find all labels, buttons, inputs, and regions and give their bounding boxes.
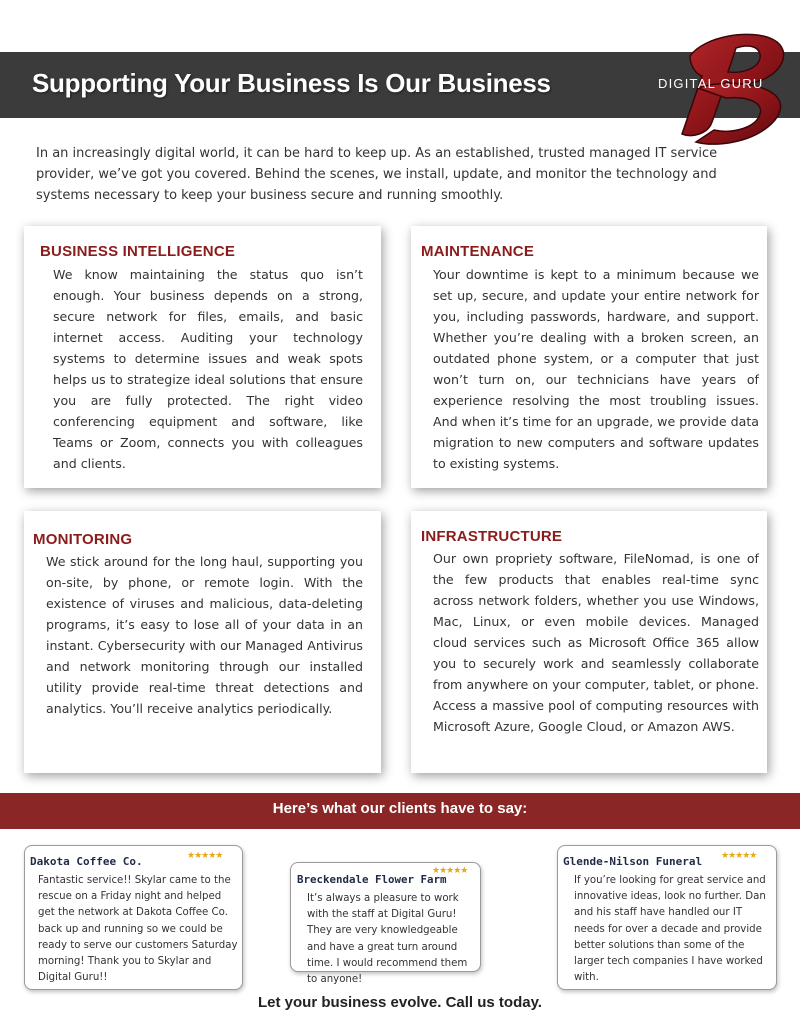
testimonials-heading: Here’s what our clients have to say: (272, 800, 528, 817)
infrastructure-title: INFRASTRUCTURE (421, 528, 563, 545)
review-text-glende: If you’re looking for great service and innovative ideas, look no further. Dan and his staff have handled our IT needs for over a decade and provide better solutions than some of the larger tech companies I have worked with. (574, 875, 766, 984)
review-name-breckendale: Breckendale Flower Farm (297, 873, 447, 886)
maintenance-body: Your downtime is kept to a minimum because we set up, secure, and update your entire network for you, including passwords, hardware, and support. Whether you’re dealing with a broken screen, an outdated phone system, or a computer that just won’t turn on, our technicians have years of experience resolving the most troubling issues. And when it’s time for an upgrade, we provide data migration to new computers and software updates to existing systems. (433, 267, 759, 471)
monitoring-title: MONITORING (33, 531, 133, 548)
footer-call-to-action: Let your business evolve. Call us today. (258, 994, 542, 1011)
review-text-dakota: Fantastic service!! Skylar came to the rescue on a Friday night and helped get the network at Dakota Coffee Co. back up and running so we could be ready to serve our customers Saturday morning! Thank you to Skylar and Digital Guru!! (38, 875, 238, 984)
infrastructure-body: Our own propriety software, FileNomad, is one of the few products that enables real-time sync across network folders, whether you use Windows, Mac, Linux, or even mobile devices. Managed cloud services such as Microsoft Office 365 allow you to securely work and seamlessly collaborate from anywhere on your computer, tablet, or phone. Access a massive pool of computing resources with Microsoft Azure, Google Cloud, or Amazon AWS. (433, 551, 759, 734)
monitoring-body: We stick around for the long haul, supporting you on-site, by phone, or remote login. With the existence of viruses and malicious, data-deleting programs, it’s easy to lose all of your data in an instant. Cybersecurity with our Managed Antivirus and network monitoring through our installed utility provide real-time threat detections and analytics. You’ll receive analytics periodically. (46, 554, 363, 716)
review-stars-dakota: ★★★★★ (187, 851, 223, 861)
maintenance-title: MAINTENANCE (421, 243, 535, 260)
review-name-glende: Glende-Nilson Funeral (563, 855, 703, 868)
logo-text: DIGITAL GURU (658, 76, 764, 91)
business-intelligence-title: BUSINESS INTELLIGENCE (40, 243, 236, 260)
review-name-dakota: Dakota Coffee Co. (30, 855, 143, 868)
intro-paragraph: In an increasingly digital world, it can be hard to keep up. As an established, trusted managed IT service provider, we’ve got you covered. Behind the scenes, we install, update, and monitor the technology and systems necessary to keep your business secure and running smoothly. (36, 146, 718, 203)
page-title: Supporting Your Business Is Our Business (32, 68, 551, 98)
review-text-breckendale: It’s always a pleasure to work with the staff at Digital Guru! They are very knowledgeable and have a great turn around time. I would recommend them to anyone! (307, 893, 468, 986)
review-stars-breckendale: ★★★★★ (432, 866, 468, 876)
business-intelligence-body: We know maintaining the status quo isn’t enough. Your business depends on a strong, secure network for files, emails, and basic internet access. Auditing your technology systems to determine issues and weak spots helps us to strategize ideal solutions that ensure you are fully protected. The right video conferencing equipment and software, like Teams or Zoom, connects you with colleagues and clients. (53, 267, 363, 471)
review-stars-glende: ★★★★★ (721, 851, 757, 861)
